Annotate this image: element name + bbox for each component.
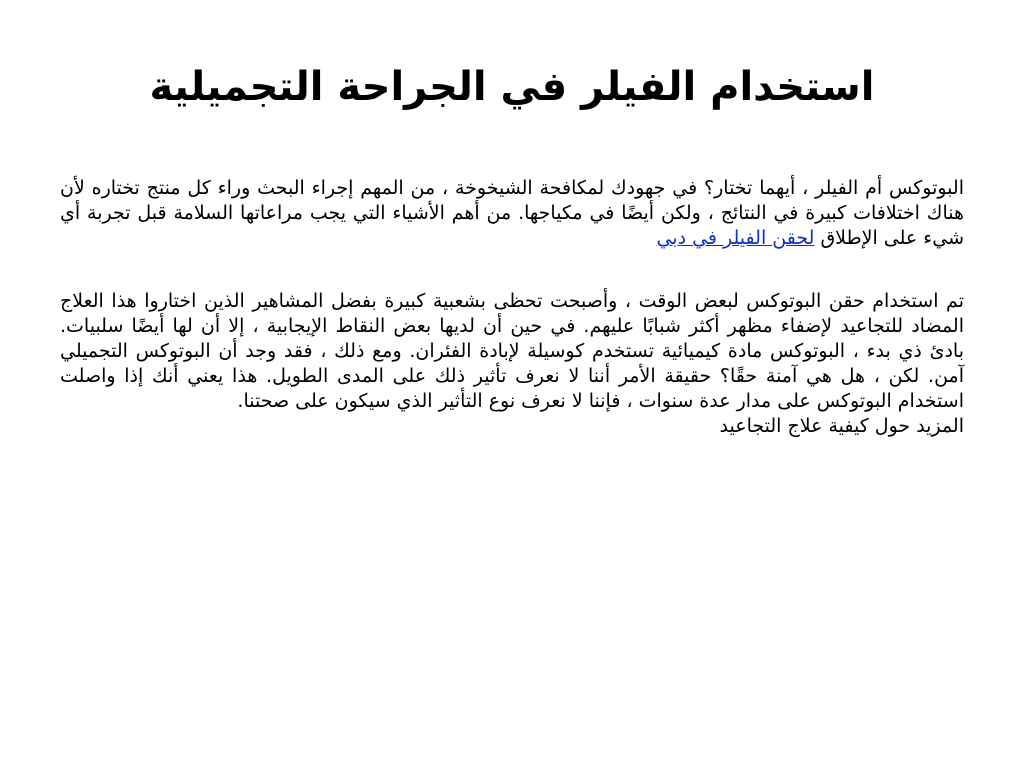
paragraph-botox-safety: تم استخدام حقن البوتوكس لبعض الوقت ، وأصبحت تحظى بشعبية كبيرة بفضل المشاهير الذين اختاروا هذا العلاج المضاد للتجاعيد لإضفاء مظهر أكثر شبابًا عليهم. في حين أن لديها بعض النقاط الإيجابية ، إلا أن لها أيضًا سلبيات. بادئ ذي بدء ، البوتوكس مادة كيميائية تستخدم كوسيلة لإبادة الفئران. ومع ذلك ، فقد وجد أن البوتوكس التجميلي آمن. لكن ، هل هي آمنة حقًا؟ حقيقة الأمر أننا لا نعرف تأثير ذلك على المدى الطويل. هذا يعني أنك إذا واصلت استخدام البوتوكس على مدار عدة سنوات ، فإننا لا نعرف نوع التأثير الذي سيكون على صحتنا. (60, 290, 964, 412)
paragraph-botox-or-filler (60, 176, 964, 251)
paragraph-more-wrinkles: المزيد حول كيفية علاج التجاعيد (719, 415, 964, 437)
paragraph-1-text: البوتوكس أم الفيلر ، أيهما تختار؟ في جهودك لمكافحة الشيخوخة ، من المهم إجراء البحث وراء كل منتج تختاره لأن هناك اختلافات كبيرة في النتائج ، ولكن أيضًا في مكياجها. من أهم الأشياء التي يجب مراعاتها السلامة قبل تجربة أي شيء على الإطلاق (60, 177, 964, 249)
slide-title: استخدام الفيلر في الجراحة التجميلية (149, 64, 875, 110)
slide-body (60, 176, 964, 439)
filler-dubai-link[interactable]: لحقن الفيلر في دبي (656, 227, 815, 249)
